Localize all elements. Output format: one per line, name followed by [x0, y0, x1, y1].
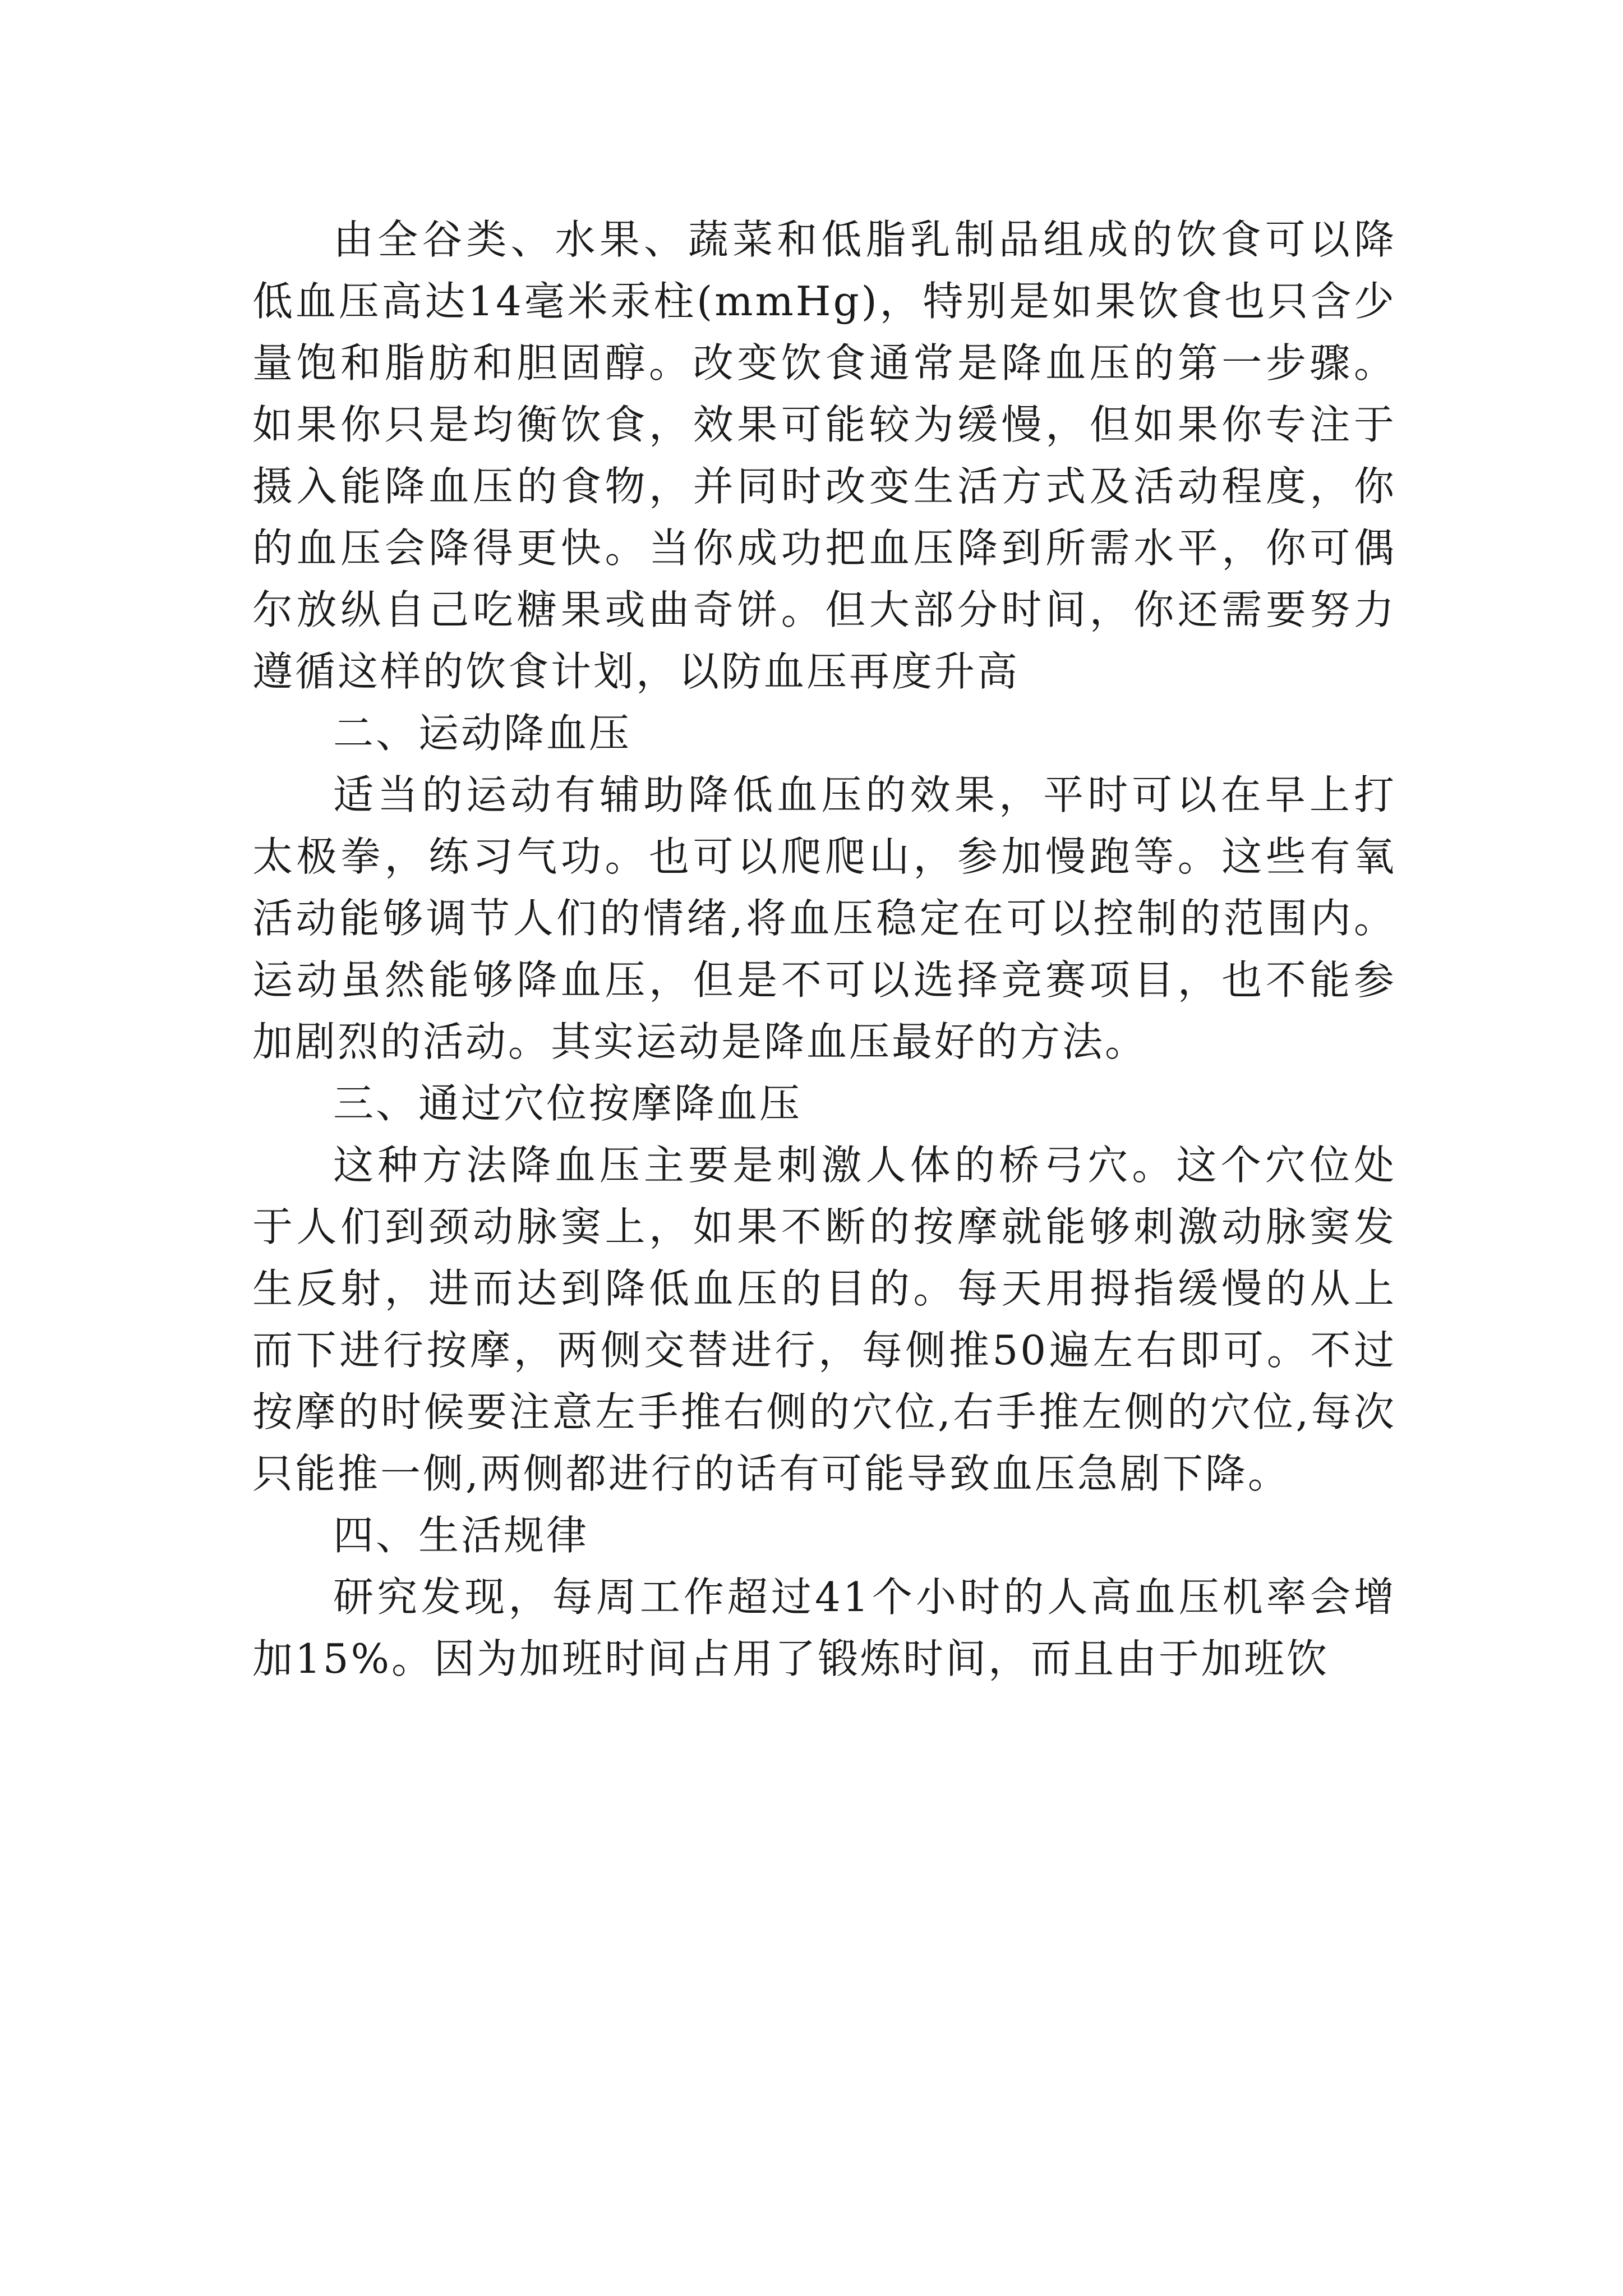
document-body: [252, 209, 1396, 1690]
paragraph-acupoint-massage: 这种方法降血压主要是刺激人体的桥弓穴。这个穴位处于人们到颈动脉窦上，如果不断的按摩就能够刺激动脉窦发生反射，进而达到降低血压的目的。每天用拇指缓慢的从上而下进行按摩，两侧交替进行，每侧推50遍左右即可。不过按摩的时候要注意左手推右侧的穴位,右手推左侧的穴位,每次只能推一侧,两侧都进行的话有可能导致血压急剧下降。: [252, 1142, 1396, 1497]
paragraph-exercise: 适当的运动有辅助降低血压的效果，平时可以在早上打太极拳，练习气功。也可以爬爬山，参加慢跑等。这些有氧活动能够调节人们的情绪,将血压稳定在可以控制的范围内。运动虽然能够降血压，但是不可以选择竞赛项目，也不能参加剧烈的活动。其实运动是降血压最好的方法。: [252, 771, 1396, 1065]
paragraph-regular-life: 研究发现，每周工作超过41个小时的人高血压机率会增加15%。因为加班时间占用了锻炼时间，而且由于加班饮: [252, 1573, 1396, 1682]
heading-exercise: 二、运动降血压: [333, 710, 632, 757]
heading-acupoint-massage: 三、通过穴位按摩降血压: [333, 1080, 803, 1127]
heading-regular-life: 四、生活规律: [333, 1512, 589, 1559]
paragraph-diet: 由全谷类、水果、蔬菜和低脂乳制品组成的饮食可以降低血压高达14毫米汞柱(mmHg)，特别是如果饮食也只含少量饱和脂肪和胆固醇。改变饮食通常是降血压的第一步骤。如果你只是均衡饮食，效果可能较为缓慢，但如果你专注于摄入能降血压的食物，并同时改变生活方式及活动程度，你的血压会降得更快。当你成功把血压降到所需水平，你可偶尔放纵自己吃糖果或曲奇饼。但大部分时间，你还需要努力遵循这样的饮食计划，以防血压再度升高: [252, 216, 1396, 695]
